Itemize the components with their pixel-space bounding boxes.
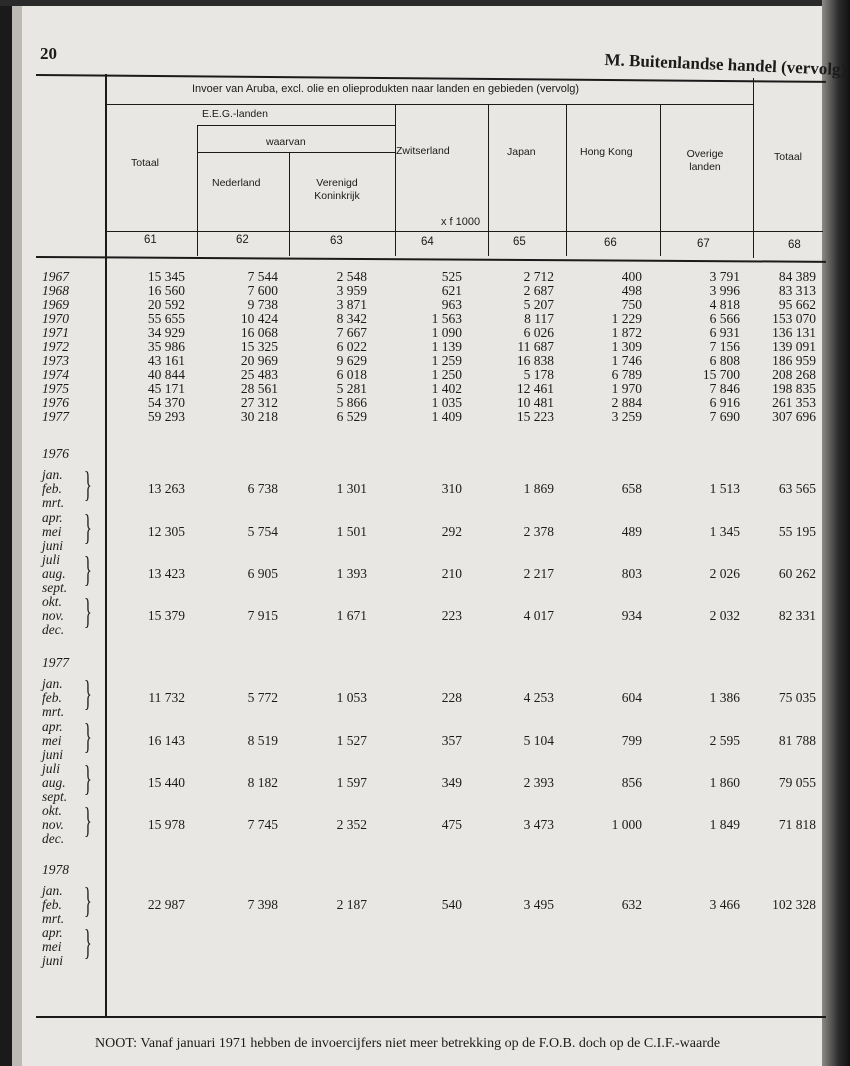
annual-row-1973-c1: 43 161 <box>147 353 185 368</box>
annual-row-1967-c4: 525 <box>441 269 462 284</box>
annual-row-1968-c5: 2 687 <box>523 283 554 298</box>
year-label-1978: 1978 <box>42 862 69 877</box>
annual-row-1971-c1: 34 929 <box>147 325 185 340</box>
annual-row-1974-c1: 40 844 <box>147 367 185 382</box>
quarter-row-1976-q4-c4: 223 <box>441 608 462 623</box>
month-label-1978-mrt: mrt. <box>42 911 65 926</box>
col-header-totaal: Totaal <box>131 157 160 169</box>
annual-row-1969-c5: 5 207 <box>523 297 554 312</box>
col-num-66: 66 <box>604 237 617 249</box>
quarter-row-1978-q1-c3: 2 187 <box>336 897 367 912</box>
month-label-1978-apr: apr. <box>42 925 63 940</box>
quarter-brace: } <box>84 800 92 840</box>
annual-row-1970-c3: 8 342 <box>336 311 367 326</box>
quarter-row-1976-q3-c4: 210 <box>441 566 462 581</box>
quarter-row-1976-q2-c2: 5 754 <box>247 524 278 539</box>
annual-row-1968-c6: 498 <box>621 283 642 298</box>
annual-row-1973-c7: 6 808 <box>709 353 740 368</box>
col-num-62: 62 <box>236 234 249 246</box>
annual-row-1977-c2: 30 218 <box>240 409 278 424</box>
annual-row-1968-c3: 3 959 <box>336 283 367 298</box>
annual-row-1972-c6: 1 309 <box>611 339 642 354</box>
annual-row-1975-c5: 12 461 <box>516 381 554 396</box>
quarter-row-1976-q4-c5: 4 017 <box>523 608 554 623</box>
year-label-1969: 1969 <box>42 297 69 312</box>
quarter-row-1977-q3-c1: 15 440 <box>147 775 185 790</box>
quarter-row-1976-q1-c5: 1 869 <box>523 481 554 496</box>
annual-row-1973-c2: 20 969 <box>240 353 278 368</box>
unit-label: x f 1000 <box>441 216 481 228</box>
quarter-row-1978-q1-c8: 102 328 <box>772 897 816 912</box>
month-label-1977-sept: sept. <box>42 789 68 804</box>
annual-row-1970-c5: 8 117 <box>524 311 554 326</box>
annual-row-1977-c6: 3 259 <box>611 409 642 424</box>
quarter-row-1977-q1-c7: 1 386 <box>709 690 740 705</box>
quarter-row-1977-q4-c6: 1 000 <box>611 817 642 832</box>
annual-row-1974-c8: 208 268 <box>772 367 816 382</box>
annual-row-1975-c8: 198 835 <box>772 381 816 396</box>
col-header-verenigd-koninkrijk: Verenigd Koninkrijk <box>314 177 360 202</box>
quarter-row-1976-q4-c3: 1 671 <box>336 608 367 623</box>
col-rule-4 <box>488 104 489 256</box>
stub-rule <box>105 74 107 1016</box>
annual-row-1971-c7: 6 931 <box>709 325 740 340</box>
col-rule-5 <box>566 104 567 256</box>
colnum-rule-bottom <box>36 256 826 263</box>
quarter-brace: } <box>84 464 92 504</box>
quarter-row-1976-q3-c3: 1 393 <box>336 566 367 581</box>
annual-row-1969-c1: 20 592 <box>147 297 185 312</box>
annual-row-1968-c1: 16 560 <box>147 283 185 298</box>
quarter-brace: } <box>84 549 92 589</box>
month-label-1976-apr: apr. <box>42 510 63 525</box>
annual-row-1975-c7: 7 846 <box>709 381 740 396</box>
annual-row-1975-c1: 45 171 <box>147 381 185 396</box>
quarter-brace: } <box>84 673 92 713</box>
quarter-row-1976-q4-c8: 82 331 <box>778 608 816 623</box>
annual-row-1976-c8: 261 353 <box>772 395 816 410</box>
col-header-japan: Japan <box>507 146 536 158</box>
annual-row-1973-c5: 16 838 <box>516 353 554 368</box>
annual-row-1974-c2: 25 483 <box>240 367 278 382</box>
quarter-row-1976-q2-c1: 12 305 <box>147 524 185 539</box>
month-label-1977-dec: dec. <box>42 831 65 846</box>
year-label-1977: 1977 <box>42 655 69 670</box>
annual-row-1968-c7: 3 996 <box>709 283 740 298</box>
annual-row-1976-c4: 1 035 <box>431 395 462 410</box>
annual-row-1967-c8: 84 389 <box>778 269 816 284</box>
quarter-row-1976-q2-c5: 2 378 <box>523 524 554 539</box>
month-label-1976-mei: mei <box>42 524 62 539</box>
year-label-1976: 1976 <box>42 446 69 461</box>
col-header-nederland: Nederland <box>212 177 261 189</box>
colnum-rule-top <box>107 231 823 232</box>
quarter-row-1976-q3-c6: 803 <box>621 566 642 581</box>
col-num-68: 68 <box>788 239 801 251</box>
quarter-brace: } <box>84 880 92 920</box>
quarter-row-1977-q4-c7: 1 849 <box>709 817 740 832</box>
annual-row-1970-c2: 10 424 <box>240 311 278 326</box>
month-label-1977-nov: nov. <box>42 817 64 832</box>
month-label-1976-juli: juli <box>42 552 61 567</box>
quarter-row-1978-q1-c5: 3 495 <box>523 897 554 912</box>
month-label-1976-sept: sept. <box>42 580 68 595</box>
section-title: M. Buitenlandse handel (vervolg) <box>604 50 847 80</box>
year-label-1977: 1977 <box>42 409 69 424</box>
super-header: Invoer van Aruba, excl. olie en olieprodukten naar landen en gebieden (vervolg) <box>192 83 580 95</box>
quarter-row-1976-q4-c6: 934 <box>621 608 642 623</box>
col-header-hong-kong: Hong Kong <box>580 146 633 158</box>
scan-edge-left <box>0 0 22 1066</box>
quarter-row-1978-q1-c6: 632 <box>621 897 642 912</box>
quarter-row-1977-q1-c8: 75 035 <box>778 690 816 705</box>
quarter-row-1976-q1-c7: 1 513 <box>709 481 740 496</box>
month-label-1977-jan: jan. <box>42 676 63 691</box>
annual-row-1977-c3: 6 529 <box>336 409 367 424</box>
quarter-brace: } <box>84 758 92 798</box>
col-rule-6 <box>660 104 661 256</box>
annual-row-1972-c7: 7 156 <box>709 339 740 354</box>
annual-row-1967-c1: 15 345 <box>147 269 185 284</box>
year-label-1974: 1974 <box>42 367 69 382</box>
annual-row-1971-c8: 136 131 <box>772 325 816 340</box>
quarter-row-1976-q3-c5: 2 217 <box>523 566 554 581</box>
annual-row-1973-c8: 186 959 <box>772 353 816 368</box>
annual-row-1971-c5: 6 026 <box>523 325 554 340</box>
quarter-row-1977-q3-c4: 349 <box>441 775 462 790</box>
annual-row-1967-c2: 7 544 <box>247 269 278 284</box>
month-label-1978-mei: mei <box>42 939 62 954</box>
quarter-row-1976-q3-c7: 2 026 <box>709 566 740 581</box>
annual-row-1969-c2: 9 738 <box>247 297 278 312</box>
annual-row-1972-c4: 1 139 <box>431 339 462 354</box>
col-num-63: 63 <box>330 235 343 247</box>
quarter-row-1977-q3-c2: 8 182 <box>247 775 278 790</box>
quarter-row-1976-q2-c8: 55 195 <box>778 524 816 539</box>
quarter-brace: } <box>84 591 92 631</box>
waarvan-header: waarvan <box>266 136 306 148</box>
annual-row-1972-c8: 139 091 <box>772 339 816 354</box>
annual-row-1968-c2: 7 600 <box>247 283 278 298</box>
annual-row-1976-c7: 6 916 <box>709 395 740 410</box>
col-num-65: 65 <box>513 236 526 248</box>
annual-row-1971-c4: 1 090 <box>431 325 462 340</box>
super-header-rule <box>107 104 753 105</box>
annual-row-1976-c6: 2 884 <box>611 395 642 410</box>
eeg-header: E.E.G.-landen <box>202 108 268 120</box>
quarter-row-1976-q2-c4: 292 <box>441 524 462 539</box>
top-rule <box>36 74 826 83</box>
col-header-totaal-all: Totaal <box>774 151 803 163</box>
annual-row-1977-c1: 59 293 <box>147 409 185 424</box>
annual-row-1974-c5: 5 178 <box>523 367 554 382</box>
month-label-1978-feb: feb. <box>42 897 62 912</box>
annual-row-1969-c4: 963 <box>441 297 462 312</box>
annual-row-1972-c1: 35 986 <box>147 339 185 354</box>
month-label-1977-feb: feb. <box>42 690 62 705</box>
page-number: 20 <box>40 44 57 63</box>
quarter-row-1977-q4-c2: 7 745 <box>247 817 278 832</box>
scan-edge-right <box>822 0 850 1066</box>
annual-row-1967-c7: 3 791 <box>709 269 740 284</box>
quarter-row-1976-q4-c7: 2 032 <box>709 608 740 623</box>
year-label-1971: 1971 <box>42 325 69 340</box>
annual-row-1973-c3: 9 629 <box>336 353 367 368</box>
quarter-row-1978-q1-c7: 3 466 <box>709 897 740 912</box>
year-label-1972: 1972 <box>42 339 69 354</box>
annual-row-1967-c5: 2 712 <box>523 269 554 284</box>
quarter-row-1978-q1-c4: 540 <box>441 897 462 912</box>
annual-row-1969-c3: 3 871 <box>336 297 367 312</box>
quarter-brace: } <box>84 507 92 547</box>
quarter-row-1977-q4-c4: 475 <box>441 817 462 832</box>
year-label-1968: 1968 <box>42 283 69 298</box>
quarter-row-1976-q1-c2: 6 738 <box>247 481 278 496</box>
scan-edge-top <box>0 0 850 6</box>
annual-row-1971-c2: 16 068 <box>240 325 278 340</box>
waarvan-rule <box>197 152 395 153</box>
quarter-row-1976-q3-c8: 60 262 <box>778 566 816 581</box>
quarter-row-1977-q4-c1: 15 978 <box>147 817 185 832</box>
annual-row-1970-c4: 1 563 <box>431 311 462 326</box>
annual-row-1975-c2: 28 561 <box>240 381 278 396</box>
annual-row-1974-c4: 1 250 <box>431 367 462 382</box>
annual-row-1969-c7: 4 818 <box>709 297 740 312</box>
month-label-1976-okt: okt. <box>42 594 62 609</box>
month-label-1977-juni: juni <box>42 747 64 762</box>
annual-row-1977-c4: 1 409 <box>431 409 462 424</box>
col-num-67: 67 <box>697 238 710 250</box>
quarter-row-1976-q3-c1: 13 423 <box>147 566 185 581</box>
quarter-row-1977-q1-c6: 604 <box>621 690 642 705</box>
col-header-overige-landen: Overige landen <box>686 148 724 173</box>
quarter-row-1977-q2-c4: 357 <box>441 733 462 748</box>
annual-row-1967-c3: 2 548 <box>336 269 367 284</box>
month-label-1976-nov: nov. <box>42 608 64 623</box>
quarter-row-1976-q2-c6: 489 <box>621 524 642 539</box>
month-label-1977-mei: mei <box>42 733 62 748</box>
quarter-row-1977-q4-c8: 71 818 <box>778 817 816 832</box>
quarter-row-1978-q1-c2: 7 398 <box>247 897 278 912</box>
quarter-row-1977-q3-c7: 1 860 <box>709 775 740 790</box>
col-header-zwitserland: Zwitserland <box>396 145 450 157</box>
annual-row-1975-c6: 1 970 <box>611 381 642 396</box>
quarter-brace: } <box>84 922 92 962</box>
annual-row-1976-c5: 10 481 <box>516 395 554 410</box>
month-label-1976-dec: dec. <box>42 622 65 637</box>
quarter-row-1977-q2-c3: 1 527 <box>336 733 367 748</box>
annual-row-1970-c7: 6 566 <box>709 311 740 326</box>
year-label-1967: 1967 <box>42 269 69 284</box>
quarter-row-1977-q3-c3: 1 597 <box>336 775 367 790</box>
annual-row-1975-c3: 5 281 <box>336 381 367 396</box>
eeg-header-rule <box>197 125 395 126</box>
month-label-1978-jan: jan. <box>42 883 63 898</box>
annual-row-1973-c6: 1 746 <box>611 353 642 368</box>
month-label-1976-feb: feb. <box>42 481 62 496</box>
annual-row-1977-c7: 7 690 <box>709 409 740 424</box>
annual-row-1972-c5: 11 687 <box>517 339 554 354</box>
quarter-row-1977-q1-c1: 11 732 <box>148 690 185 705</box>
annual-row-1969-c8: 95 662 <box>778 297 816 312</box>
year-label-1975: 1975 <box>42 381 69 396</box>
annual-row-1969-c6: 750 <box>621 297 642 312</box>
quarter-row-1977-q3-c6: 856 <box>621 775 642 790</box>
annual-row-1970-c8: 153 070 <box>772 311 816 326</box>
month-label-1976-jan: jan. <box>42 467 63 482</box>
quarter-row-1977-q3-c5: 2 393 <box>523 775 554 790</box>
annual-row-1968-c4: 621 <box>441 283 462 298</box>
quarter-row-1978-q1-c1: 22 987 <box>147 897 185 912</box>
quarter-row-1977-q2-c5: 5 104 <box>523 733 554 748</box>
annual-row-1973-c4: 1 259 <box>431 353 462 368</box>
quarter-row-1977-q2-c1: 16 143 <box>147 733 185 748</box>
quarter-row-1977-q2-c8: 81 788 <box>778 733 816 748</box>
quarter-row-1977-q4-c5: 3 473 <box>523 817 554 832</box>
annual-row-1970-c1: 55 655 <box>147 311 185 326</box>
col-rule-1 <box>197 125 198 256</box>
footnote: NOOT: Vanaf januari 1971 hebben de invoercijfers niet meer betrekking op de F.O.B. doch op de C.I.F.-waarde <box>95 1036 721 1051</box>
month-label-1977-apr: apr. <box>42 719 63 734</box>
quarter-row-1976-q3-c2: 6 905 <box>247 566 278 581</box>
month-label-1977-mrt: mrt. <box>42 704 65 719</box>
quarter-row-1976-q1-c4: 310 <box>441 481 462 496</box>
year-label-1970: 1970 <box>42 311 69 326</box>
quarter-row-1976-q1-c6: 658 <box>621 481 642 496</box>
quarter-brace: } <box>84 716 92 756</box>
year-label-1976: 1976 <box>42 395 69 410</box>
col-rule-2 <box>289 152 290 256</box>
month-label-1977-aug: aug. <box>42 775 66 790</box>
annual-row-1971-c6: 1 872 <box>611 325 642 340</box>
col-num-64: 64 <box>421 236 434 248</box>
month-label-1976-aug: aug. <box>42 566 66 581</box>
annual-row-1968-c8: 83 313 <box>778 283 816 298</box>
bottom-rule <box>36 1016 826 1018</box>
quarter-row-1977-q1-c2: 5 772 <box>247 690 278 705</box>
quarter-row-1976-q1-c3: 1 301 <box>336 481 367 496</box>
quarter-row-1976-q1-c1: 13 263 <box>147 481 185 496</box>
quarter-row-1976-q2-c3: 1 501 <box>336 524 367 539</box>
month-label-1976-juni: juni <box>42 538 64 553</box>
annual-row-1974-c3: 6 018 <box>336 367 367 382</box>
annual-row-1974-c7: 15 700 <box>702 367 740 382</box>
quarter-row-1977-q1-c5: 4 253 <box>523 690 554 705</box>
quarter-row-1977-q3-c8: 79 055 <box>778 775 816 790</box>
annual-row-1976-c1: 54 370 <box>147 395 185 410</box>
annual-row-1970-c6: 1 229 <box>611 311 642 326</box>
annual-row-1967-c6: 400 <box>621 269 642 284</box>
quarter-row-1976-q2-c7: 1 345 <box>709 524 740 539</box>
quarter-row-1976-q4-c1: 15 379 <box>147 608 185 623</box>
month-label-1977-okt: okt. <box>42 803 62 818</box>
annual-row-1972-c2: 15 325 <box>240 339 278 354</box>
annual-row-1972-c3: 6 022 <box>336 339 367 354</box>
annual-row-1976-c3: 5 866 <box>336 395 367 410</box>
annual-row-1971-c3: 7 667 <box>336 325 367 340</box>
annual-row-1974-c6: 6 789 <box>611 367 642 382</box>
quarter-row-1977-q2-c6: 799 <box>621 733 642 748</box>
quarter-row-1977-q2-c7: 2 595 <box>709 733 740 748</box>
annual-row-1977-c8: 307 696 <box>772 409 816 424</box>
quarter-row-1976-q4-c2: 7 915 <box>247 608 278 623</box>
annual-row-1977-c5: 15 223 <box>516 409 554 424</box>
quarter-row-1976-q1-c8: 63 565 <box>778 481 816 496</box>
quarter-row-1977-q1-c4: 228 <box>441 690 462 705</box>
col-rule-3 <box>395 104 396 256</box>
col-rule-7 <box>753 78 754 258</box>
quarter-row-1977-q1-c3: 1 053 <box>336 690 367 705</box>
month-label-1977-juli: juli <box>42 761 61 776</box>
quarter-row-1977-q2-c2: 8 519 <box>247 733 278 748</box>
year-label-1973: 1973 <box>42 353 69 368</box>
annual-row-1976-c2: 27 312 <box>240 395 278 410</box>
annual-row-1975-c4: 1 402 <box>431 381 462 396</box>
quarter-row-1977-q4-c3: 2 352 <box>336 817 367 832</box>
month-label-1976-mrt: mrt. <box>42 495 65 510</box>
month-label-1978-juni: juni <box>42 953 64 968</box>
col-num-61: 61 <box>144 234 157 246</box>
